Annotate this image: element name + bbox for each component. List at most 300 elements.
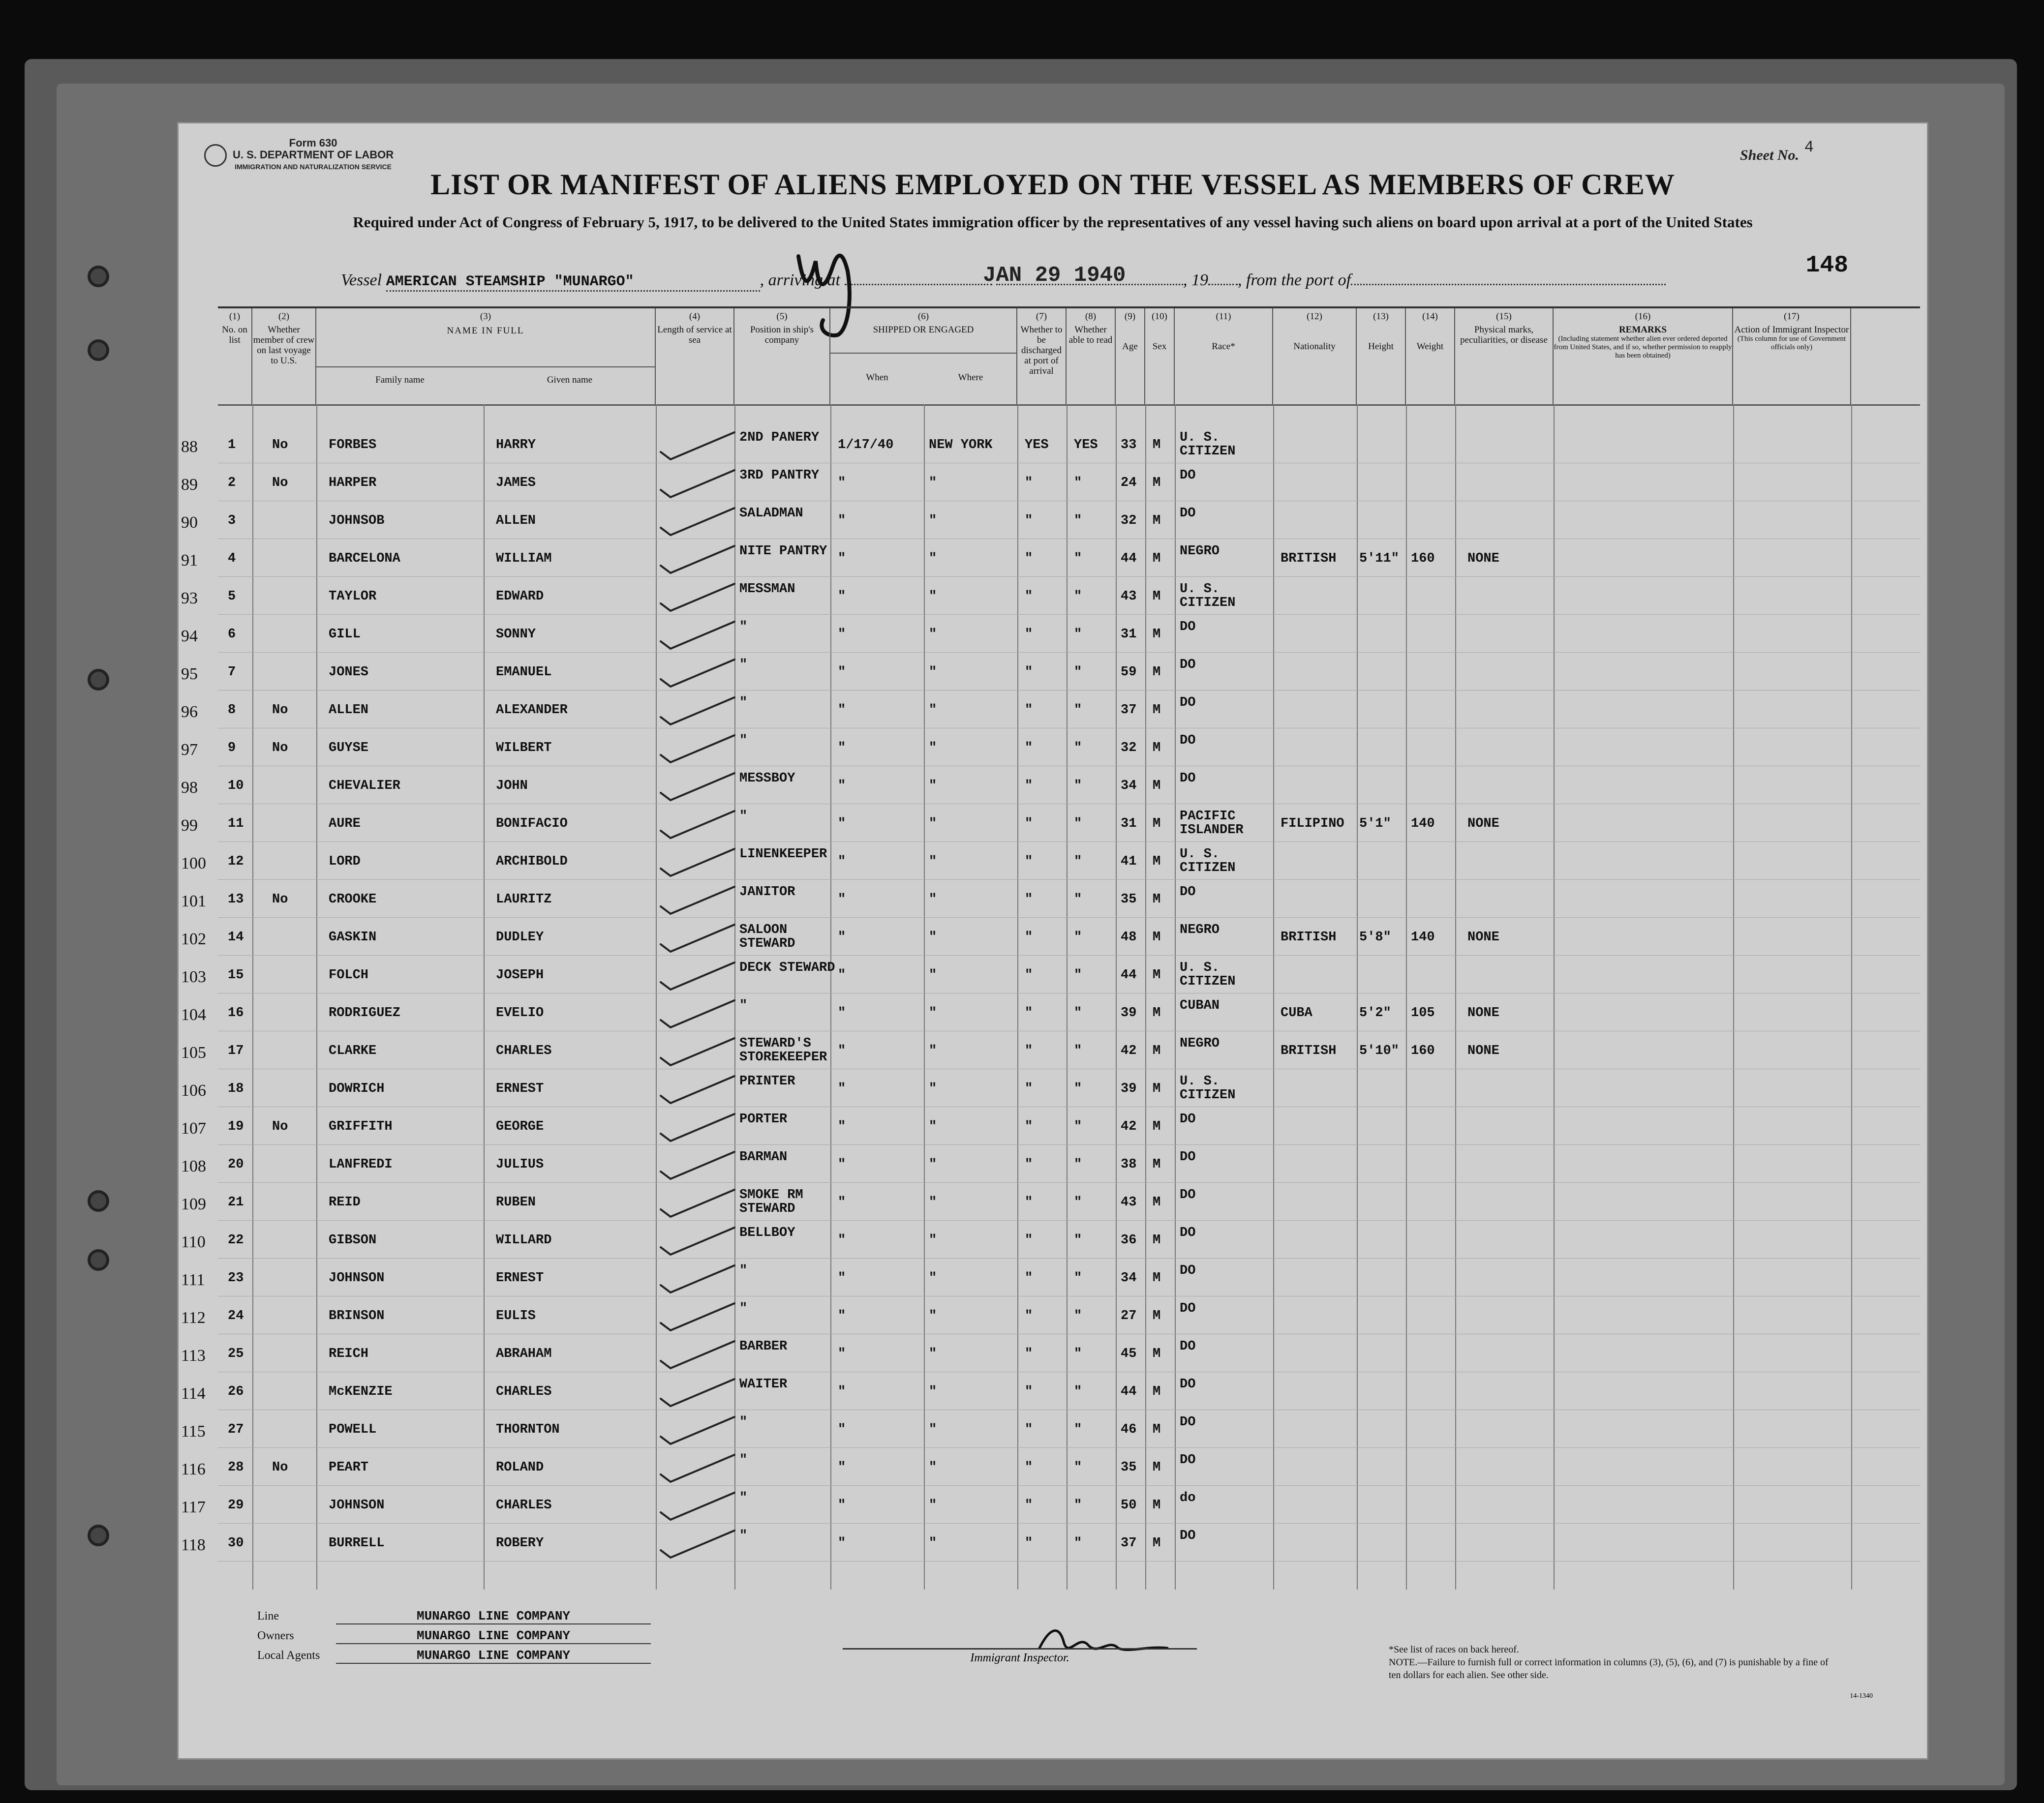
cell-family: CROOKE (329, 892, 377, 907)
sheet-no-label: Sheet No. (1740, 147, 1799, 163)
margin-number: 104 (181, 1006, 206, 1024)
cell-given: ABRAHAM (496, 1347, 552, 1361)
cell-pos: SMOKE RM STEWARD (739, 1188, 803, 1216)
cell-read: " (1074, 1498, 1082, 1513)
cell-dis: " (1025, 892, 1033, 907)
cell-age: 33 (1121, 438, 1137, 452)
cell-no: 28 (228, 1460, 244, 1475)
cell-no: 12 (228, 854, 244, 869)
cell-where: " (929, 1006, 937, 1021)
col-header-when: When (866, 372, 888, 383)
cell-where: " (929, 1536, 937, 1551)
cell-where: " (929, 589, 937, 604)
row-rule (218, 917, 1920, 918)
table-row (181, 883, 1920, 918)
cell-when: " (838, 1044, 846, 1058)
col-header-prev-voyage: (2) Whether member of crew on last voyage to U.S. (252, 308, 316, 404)
cell-given: WILLIAM (496, 551, 552, 566)
cell-race: DO (1180, 733, 1196, 748)
checkmark-icon (651, 1074, 744, 1108)
cell-sex: M (1153, 476, 1161, 490)
cell-read: " (1074, 779, 1082, 793)
cell-when: " (838, 779, 846, 793)
form-number: Form 630 (289, 137, 337, 149)
cell-where: " (929, 741, 937, 755)
cell-race: NEGRO (1180, 923, 1220, 937)
margin-number: 112 (181, 1309, 206, 1327)
cell-where: " (929, 1347, 937, 1361)
cell-when: " (838, 1347, 846, 1361)
seal-icon (204, 144, 227, 167)
cell-read: " (1074, 551, 1082, 566)
margin-number: 89 (181, 476, 198, 494)
cell-sex: M (1153, 854, 1161, 869)
cell-wt: 105 (1411, 1006, 1435, 1021)
footer-agents: Local Agents MUNARGO LINE COMPANY (257, 1648, 651, 1664)
cell-dis: " (1025, 854, 1033, 869)
cell-sex: M (1153, 627, 1161, 642)
table-row (181, 618, 1920, 653)
cell-when: " (838, 513, 846, 528)
cell-given: EULIS (496, 1309, 536, 1323)
cell-family: GIBSON (329, 1233, 377, 1248)
cell-family: GRIFFITH (329, 1119, 393, 1134)
cell-dis: " (1025, 741, 1033, 755)
footer-note (1389, 1643, 1831, 1682)
cell-where: " (929, 1498, 937, 1513)
cell-race: DO (1180, 468, 1196, 483)
cell-nat: BRITISH (1281, 1044, 1337, 1058)
cell-race: DO (1180, 1112, 1196, 1127)
cell-dis: " (1025, 1195, 1033, 1210)
cell-given: DUDLEY (496, 930, 544, 945)
col-header-weight: (14) Weight (1406, 308, 1455, 404)
col-header-age: (9) Age (1116, 308, 1145, 404)
arriving-label: , arriving at (760, 271, 840, 289)
cell-dis: " (1025, 968, 1033, 983)
col-header-read: (8) Whether able to read (1067, 308, 1116, 404)
cell-where: " (929, 476, 937, 490)
cell-given: JOHN (496, 779, 528, 793)
cell-dis: " (1025, 627, 1033, 642)
cell-given: ALEXANDER (496, 703, 568, 718)
cell-pos: BELLBOY (739, 1226, 795, 1240)
cell-dis: " (1025, 1347, 1033, 1361)
table-row (181, 1148, 1920, 1183)
cell-where: " (929, 779, 937, 793)
margin-number: 96 (181, 703, 198, 721)
cell-sex: M (1153, 1271, 1161, 1286)
cell-pos: DECK STEWARD (739, 961, 835, 975)
cell-when: " (838, 1195, 846, 1210)
cell-wt: 140 (1411, 930, 1435, 945)
margin-number: 111 (181, 1271, 205, 1289)
cell-given: SONNY (496, 627, 536, 642)
cell-race: U. S. CITIZEN (1180, 582, 1236, 610)
cell-where: " (929, 1082, 937, 1096)
cell-family: LORD (329, 854, 361, 869)
cell-race: do (1180, 1491, 1196, 1505)
cell-family: CLARKE (329, 1044, 377, 1058)
row-rule (218, 1561, 1920, 1562)
cell-family: LANFREDI (329, 1157, 393, 1172)
cell-no: 17 (228, 1044, 244, 1058)
cell-given: ERNEST (496, 1271, 544, 1286)
cell-sex: M (1153, 741, 1161, 755)
cell-pos: PRINTER (739, 1074, 795, 1089)
col-header-shipped: (6) SHIPPED OR ENGAGED When Where (830, 308, 1017, 404)
cell-read: " (1074, 892, 1082, 907)
cell-prev: No (272, 741, 288, 755)
margin-number: 90 (181, 513, 198, 532)
cell-sex: M (1153, 779, 1161, 793)
cell-dis: " (1025, 930, 1033, 945)
binder-hole (88, 1190, 109, 1212)
cell-pos: MESSMAN (739, 582, 795, 597)
cell-sex: M (1153, 1347, 1161, 1361)
cell-race: DO (1180, 885, 1196, 900)
cell-read: " (1074, 1233, 1082, 1248)
cell-dis: YES (1025, 438, 1049, 452)
table-row (181, 1338, 1920, 1372)
cell-ht: 5'2" (1359, 1006, 1391, 1021)
cell-read: " (1074, 854, 1082, 869)
checkmark-icon (651, 1036, 744, 1070)
cell-prev: No (272, 703, 288, 718)
cell-dis: " (1025, 589, 1033, 604)
cell-read: " (1074, 1422, 1082, 1437)
cell-wt: 160 (1411, 551, 1435, 566)
cell-age: 45 (1121, 1347, 1137, 1361)
table-row (181, 1035, 1920, 1069)
checkmark-icon (651, 1377, 744, 1411)
cell-pos: MESSBOY (739, 771, 795, 786)
margin-number: 106 (181, 1082, 206, 1100)
cell-marks: NONE (1467, 816, 1499, 831)
cell-read: " (1074, 1347, 1082, 1361)
cell-sex: M (1153, 1233, 1161, 1248)
checkmark-icon (651, 809, 744, 843)
cell-no: 16 (228, 1006, 244, 1021)
cell-when: " (838, 1233, 846, 1248)
cell-given: BONIFACIO (496, 816, 568, 831)
cell-race: DO (1180, 1453, 1196, 1468)
table-row (181, 1073, 1920, 1107)
cell-read: " (1074, 1157, 1082, 1172)
cell-pos: " (739, 1453, 748, 1468)
department-name: U. S. DEPARTMENT OF LABOR (233, 149, 394, 161)
cell-age: 32 (1121, 741, 1137, 755)
cell-when: " (838, 551, 846, 566)
cell-no: 8 (228, 703, 236, 718)
cell-where: " (929, 816, 937, 831)
cell-no: 27 (228, 1422, 244, 1437)
cell-when: " (838, 1422, 846, 1437)
margin-number: 114 (181, 1384, 206, 1403)
cell-family: BRINSON (329, 1309, 385, 1323)
cell-race: U. S. CITIZEN (1180, 430, 1236, 459)
table-row (181, 1300, 1920, 1334)
cell-family: GILL (329, 627, 361, 642)
cell-where: " (929, 1195, 937, 1210)
cell-race: DO (1180, 1188, 1196, 1202)
cell-when: " (838, 1384, 846, 1399)
table-row (181, 770, 1920, 804)
cell-read: " (1074, 741, 1082, 755)
cell-dis: " (1025, 1498, 1033, 1513)
checkmark-icon (651, 581, 744, 616)
cell-family: AURE (329, 816, 361, 831)
col-header-race: (11) Race* (1175, 308, 1273, 404)
cell-given: ERNEST (496, 1082, 544, 1096)
col-header-service: (4) Length of service at sea (656, 308, 734, 404)
cell-age: 44 (1121, 968, 1137, 983)
cell-sex: M (1153, 703, 1161, 718)
cell-when: " (838, 968, 846, 983)
cell-when: " (838, 741, 846, 755)
cell-no: 20 (228, 1157, 244, 1172)
cell-age: 43 (1121, 1195, 1137, 1210)
margin-number: 91 (181, 551, 198, 570)
margin-number: 107 (181, 1119, 206, 1138)
cell-no: 6 (228, 627, 236, 642)
col-header-position: (5) Position in ship's company (734, 308, 830, 404)
cell-family: McKENZIE (329, 1384, 393, 1399)
cell-read: " (1074, 1384, 1082, 1399)
cell-no: 25 (228, 1347, 244, 1361)
cell-dis: " (1025, 513, 1033, 528)
cell-sex: M (1153, 1006, 1161, 1021)
cell-pos: BARMAN (739, 1150, 788, 1165)
row-rule (218, 879, 1920, 880)
sheet-no-value: 4 (1804, 138, 1814, 156)
cell-prev: No (272, 892, 288, 907)
cell-race: NEGRO (1180, 544, 1220, 559)
cell-given: CHARLES (496, 1384, 552, 1399)
cell-when: " (838, 1271, 846, 1286)
cell-no: 21 (228, 1195, 244, 1210)
cell-given: WILLARD (496, 1233, 552, 1248)
cell-dis: " (1025, 665, 1033, 680)
binder-hole (88, 1249, 109, 1271)
margin-number: 95 (181, 665, 198, 683)
cell-race: DO (1180, 771, 1196, 786)
checkmark-icon (651, 1187, 744, 1222)
margin-number: 102 (181, 930, 206, 948)
cell-race: DO (1180, 1339, 1196, 1354)
cell-race: DO (1180, 1263, 1196, 1278)
cell-dis: " (1025, 1157, 1033, 1172)
cell-age: 50 (1121, 1498, 1137, 1513)
margin-number: 103 (181, 968, 206, 986)
cell-age: 41 (1121, 854, 1137, 869)
cell-given: ALLEN (496, 513, 536, 528)
cell-dis: " (1025, 1044, 1033, 1058)
cell-read: " (1074, 476, 1082, 490)
cell-where: " (929, 854, 937, 869)
cell-age: 59 (1121, 665, 1137, 680)
cell-when: " (838, 1082, 846, 1096)
cell-age: 37 (1121, 1536, 1137, 1551)
cell-pos: LINENKEEPER (739, 847, 827, 862)
cell-race: DO (1180, 506, 1196, 521)
cell-where: " (929, 1460, 937, 1475)
table-row (181, 1186, 1920, 1221)
cell-dis: " (1025, 1233, 1033, 1248)
cell-read: " (1074, 513, 1082, 528)
cell-given: HARRY (496, 438, 536, 452)
cell-dis: " (1025, 816, 1033, 831)
row-rule (218, 1144, 1920, 1145)
cell-race: CUBAN (1180, 998, 1220, 1013)
margin-number: 110 (181, 1233, 206, 1251)
crew-table (181, 306, 1920, 1590)
cell-race: U. S. CITIZEN (1180, 961, 1236, 989)
margin-number: 105 (181, 1044, 206, 1062)
cell-no: 1 (228, 438, 236, 452)
margin-number: 98 (181, 779, 198, 797)
cell-where: " (929, 1157, 937, 1172)
cell-when: " (838, 665, 846, 680)
col-header-no: (1) No. on list (218, 308, 252, 404)
cell-pos: " (739, 809, 748, 824)
cell-when: " (838, 1536, 846, 1551)
cell-age: 44 (1121, 551, 1137, 566)
cell-no: 14 (228, 930, 244, 945)
row-rule (218, 1447, 1920, 1448)
cell-sex: M (1153, 1082, 1161, 1096)
cell-marks: NONE (1467, 930, 1499, 945)
cell-where: " (929, 1233, 937, 1248)
checkmark-icon (651, 430, 744, 464)
binder-hole (88, 1525, 109, 1546)
vessel-label: Vessel (341, 271, 382, 289)
cell-family: REICH (329, 1347, 369, 1361)
cell-sex: M (1153, 1460, 1161, 1475)
margin-number: 113 (181, 1347, 206, 1365)
cell-when: " (838, 703, 846, 718)
row-rule (218, 1258, 1920, 1259)
table-row (181, 1376, 1920, 1410)
cell-no: 7 (228, 665, 236, 680)
col-header-family: Family name (375, 375, 425, 385)
cell-age: 35 (1121, 1460, 1137, 1475)
cell-where: " (929, 1271, 937, 1286)
table-row (181, 1413, 1920, 1448)
checkmark-icon (651, 1452, 744, 1487)
col-header-inspector: (17) Action of Immigrant Inspector (This column for use of Government officials only) (1733, 308, 1851, 404)
margin-number: 118 (181, 1536, 206, 1554)
cell-given: EDWARD (496, 589, 544, 604)
cell-pos: " (739, 658, 748, 672)
row-rule (218, 652, 1920, 653)
cell-sex: M (1153, 816, 1161, 831)
col-header-physical-marks: (15) Physical marks, peculiarities, or disease (1455, 308, 1554, 404)
table-row (181, 429, 1920, 463)
footer-line: Line MUNARGO LINE COMPANY (257, 1609, 651, 1624)
checkmark-icon (651, 695, 744, 729)
table-row (181, 505, 1920, 539)
cell-sex: M (1153, 968, 1161, 983)
cell-marks: NONE (1467, 1044, 1499, 1058)
cell-prev: No (272, 438, 288, 452)
cell-age: 44 (1121, 1384, 1137, 1399)
col-header-discharged: (7) Whether to be discharged at port of arrival (1017, 308, 1067, 404)
cell-pos: " (739, 1263, 748, 1278)
cell-no: 4 (228, 551, 236, 566)
cell-pos: " (739, 1301, 748, 1316)
table-row (181, 656, 1920, 691)
binder-hole (88, 266, 109, 287)
cell-no: 9 (228, 741, 236, 755)
cell-where: " (929, 551, 937, 566)
cell-family: JOHNSON (329, 1271, 385, 1286)
cell-age: 42 (1121, 1119, 1137, 1134)
margin-number: 108 (181, 1157, 206, 1175)
cell-pos: " (739, 620, 748, 634)
cell-sex: M (1153, 551, 1161, 566)
cell-age: 43 (1121, 589, 1137, 604)
cell-family: GUYSE (329, 741, 369, 755)
cell-dis: " (1025, 476, 1033, 490)
checkmark-icon (651, 1225, 744, 1260)
cell-when: 1/17/40 (838, 438, 894, 452)
table-row (181, 580, 1920, 615)
cell-age: 34 (1121, 779, 1137, 793)
row-rule (218, 576, 1920, 577)
checkmark-icon (651, 846, 744, 881)
table-row (181, 1111, 1920, 1145)
table-row (181, 921, 1920, 956)
cell-where: " (929, 968, 937, 983)
cell-ht: 5'8" (1359, 930, 1391, 945)
cell-when: " (838, 892, 846, 907)
checkmark-icon (651, 1301, 744, 1335)
cell-prev: No (272, 1460, 288, 1475)
cell-where: " (929, 1422, 937, 1437)
cell-nat: BRITISH (1281, 551, 1337, 566)
cell-wt: 140 (1411, 816, 1435, 831)
cell-given: LAURITZ (496, 892, 552, 907)
cell-dis: " (1025, 1536, 1033, 1551)
cell-read: " (1074, 930, 1082, 945)
cell-race: DO (1180, 1529, 1196, 1543)
vessel-name: AMERICAN STEAMSHIP "MUNARGO" (386, 273, 634, 290)
cell-race: DO (1180, 1226, 1196, 1240)
cell-no: 13 (228, 892, 244, 907)
margin-number: 93 (181, 589, 198, 607)
cell-sex: M (1153, 1195, 1161, 1210)
cell-family: DOWRICH (329, 1082, 385, 1096)
cell-when: " (838, 589, 846, 604)
cell-no: 19 (228, 1119, 244, 1134)
cell-pos: BARBER (739, 1339, 788, 1354)
cell-where: " (929, 665, 937, 680)
margin-number: 116 (181, 1460, 206, 1478)
cell-sex: M (1153, 1157, 1161, 1172)
cell-age: 39 (1121, 1082, 1137, 1096)
checkmark-icon (651, 998, 744, 1032)
cell-dis: " (1025, 1422, 1033, 1437)
cell-race: DO (1180, 1301, 1196, 1316)
cell-no: 10 (228, 779, 244, 793)
cell-pos: SALOON STEWARD (739, 923, 795, 951)
table-row (181, 467, 1920, 501)
cell-age: 34 (1121, 1271, 1137, 1286)
cell-wt: 160 (1411, 1044, 1435, 1058)
cell-age: 35 (1121, 892, 1137, 907)
cell-pos: 3RD PANTRY (739, 468, 820, 483)
